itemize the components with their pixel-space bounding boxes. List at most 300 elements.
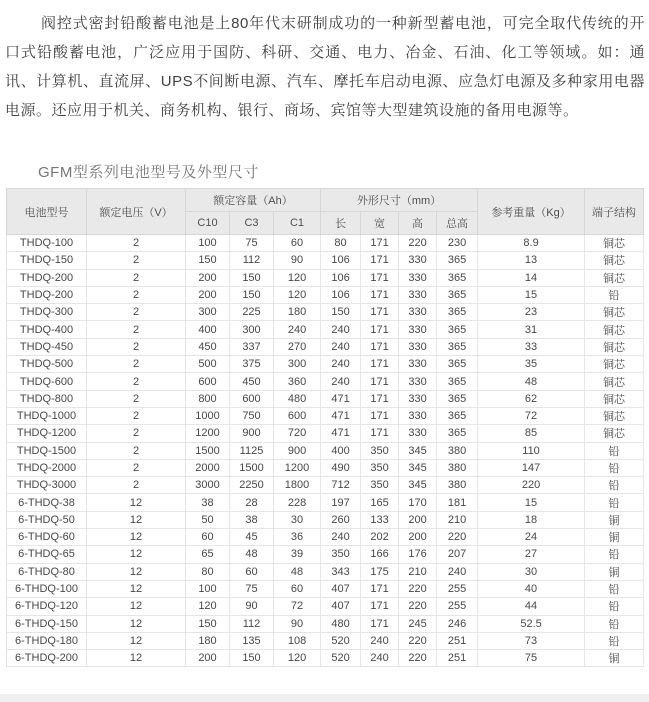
cell-terminal: 铜芯 <box>585 321 644 338</box>
cell-weight: 13 <box>478 252 585 269</box>
header-dimensions-group: 外形尺寸（mm） <box>321 189 478 212</box>
table-row <box>7 632 644 649</box>
cell-terminal: 铜芯 <box>585 390 644 407</box>
table-row <box>7 235 644 252</box>
table-row <box>7 546 644 563</box>
cell-model: THDQ-1000 <box>7 407 87 424</box>
table-header <box>7 189 644 235</box>
cell-width: 171 <box>361 615 399 632</box>
cell-length: 400 <box>321 442 361 459</box>
cell-c10: 600 <box>186 373 230 390</box>
cell-height: 176 <box>399 546 437 563</box>
cell-total-height: 207 <box>437 546 478 563</box>
cell-model: THDQ-1500 <box>7 442 87 459</box>
cell-weight: 48 <box>478 373 585 390</box>
cell-c1: 30 <box>274 511 321 528</box>
cell-c1: 480 <box>274 390 321 407</box>
cell-length: 106 <box>321 269 361 286</box>
header-width: 宽 <box>361 212 399 235</box>
cell-terminal: 铜芯 <box>585 235 644 252</box>
cell-weight: 85 <box>478 425 585 442</box>
cell-c3: 150 <box>230 286 274 303</box>
cell-terminal: 铜芯 <box>585 252 644 269</box>
cell-height: 220 <box>399 598 437 615</box>
cell-height: 330 <box>399 390 437 407</box>
cell-c10: 3000 <box>186 477 230 494</box>
cell-width: 350 <box>361 459 399 476</box>
cell-c10: 65 <box>186 546 230 563</box>
cell-c1: 1200 <box>274 459 321 476</box>
cell-terminal: 铜 <box>585 511 644 528</box>
cell-total-height: 230 <box>437 235 478 252</box>
cell-voltage: 2 <box>87 442 186 459</box>
cell-width: 171 <box>361 235 399 252</box>
header-total-height: 总高 <box>437 212 478 235</box>
cell-length: 471 <box>321 407 361 424</box>
cell-c3: 150 <box>230 650 274 667</box>
cell-c3: 90 <box>230 598 274 615</box>
cell-height: 330 <box>399 425 437 442</box>
cell-width: 171 <box>361 598 399 615</box>
cell-weight: 14 <box>478 269 585 286</box>
cell-c3: 600 <box>230 390 274 407</box>
cell-length: 240 <box>321 321 361 338</box>
cell-model: THDQ-100 <box>7 235 87 252</box>
cell-c10: 180 <box>186 632 230 649</box>
cell-total-height: 365 <box>437 373 478 390</box>
cell-c10: 2000 <box>186 459 230 476</box>
cell-length: 520 <box>321 650 361 667</box>
cell-c10: 1500 <box>186 442 230 459</box>
cell-c1: 120 <box>274 286 321 303</box>
table-row <box>7 373 644 390</box>
cell-c1: 72 <box>274 598 321 615</box>
cell-total-height: 380 <box>437 442 478 459</box>
footer-strip <box>0 694 649 702</box>
cell-terminal: 铜 <box>585 563 644 580</box>
cell-weight: 15 <box>478 286 585 303</box>
cell-length: 520 <box>321 632 361 649</box>
cell-c10: 60 <box>186 529 230 546</box>
cell-width: 240 <box>361 650 399 667</box>
cell-c1: 120 <box>274 269 321 286</box>
table-row <box>7 511 644 528</box>
cell-total-height: 251 <box>437 632 478 649</box>
cell-c10: 150 <box>186 615 230 632</box>
cell-total-height: 365 <box>437 407 478 424</box>
cell-c1: 90 <box>274 252 321 269</box>
cell-c3: 60 <box>230 563 274 580</box>
cell-width: 166 <box>361 546 399 563</box>
table-row <box>7 529 644 546</box>
cell-terminal: 铜芯 <box>585 425 644 442</box>
cell-height: 345 <box>399 442 437 459</box>
battery-spec-table <box>6 188 644 667</box>
cell-width: 175 <box>361 563 399 580</box>
table-row <box>7 269 644 286</box>
cell-voltage: 2 <box>87 407 186 424</box>
cell-length: 240 <box>321 338 361 355</box>
cell-c3: 38 <box>230 511 274 528</box>
header-weight: 参考重量（Kg） <box>478 189 585 235</box>
cell-height: 200 <box>399 529 437 546</box>
cell-terminal: 铅 <box>585 546 644 563</box>
cell-c3: 45 <box>230 529 274 546</box>
cell-total-height: 220 <box>437 529 478 546</box>
cell-total-height: 255 <box>437 580 478 597</box>
cell-model: 6-THDQ-50 <box>7 511 87 528</box>
cell-width: 171 <box>361 252 399 269</box>
cell-c10: 200 <box>186 286 230 303</box>
cell-total-height: 240 <box>437 563 478 580</box>
cell-voltage: 2 <box>87 321 186 338</box>
cell-voltage: 2 <box>87 235 186 252</box>
cell-weight: 40 <box>478 580 585 597</box>
cell-total-height: 365 <box>437 286 478 303</box>
cell-c1: 120 <box>274 650 321 667</box>
table-row <box>7 425 644 442</box>
cell-weight: 52.5 <box>478 615 585 632</box>
cell-terminal: 铜芯 <box>585 407 644 424</box>
cell-c1: 720 <box>274 425 321 442</box>
cell-voltage: 12 <box>87 632 186 649</box>
cell-c3: 112 <box>230 252 274 269</box>
cell-voltage: 2 <box>87 252 186 269</box>
cell-width: 171 <box>361 321 399 338</box>
cell-model: 6-THDQ-180 <box>7 632 87 649</box>
cell-c10: 400 <box>186 321 230 338</box>
cell-weight: 33 <box>478 338 585 355</box>
cell-model: 6-THDQ-65 <box>7 546 87 563</box>
cell-c10: 200 <box>186 269 230 286</box>
table-row <box>7 494 644 511</box>
cell-c1: 1800 <box>274 477 321 494</box>
cell-c1: 60 <box>274 235 321 252</box>
cell-c3: 1125 <box>230 442 274 459</box>
cell-length: 480 <box>321 615 361 632</box>
cell-c10: 38 <box>186 494 230 511</box>
cell-c3: 150 <box>230 269 274 286</box>
cell-height: 170 <box>399 494 437 511</box>
cell-model: THDQ-3000 <box>7 477 87 494</box>
table-row <box>7 580 644 597</box>
cell-terminal: 铅 <box>585 580 644 597</box>
header-length: 长 <box>321 212 361 235</box>
cell-voltage: 2 <box>87 477 186 494</box>
cell-c10: 450 <box>186 338 230 355</box>
cell-c10: 80 <box>186 563 230 580</box>
cell-c3: 337 <box>230 338 274 355</box>
cell-c10: 1000 <box>186 407 230 424</box>
cell-length: 350 <box>321 546 361 563</box>
cell-total-height: 246 <box>437 615 478 632</box>
cell-c1: 240 <box>274 321 321 338</box>
cell-terminal: 铅 <box>585 632 644 649</box>
cell-total-height: 365 <box>437 269 478 286</box>
cell-model: THDQ-200 <box>7 286 87 303</box>
cell-c3: 225 <box>230 304 274 321</box>
cell-weight: 24 <box>478 529 585 546</box>
cell-length: 106 <box>321 286 361 303</box>
cell-voltage: 12 <box>87 563 186 580</box>
cell-length: 197 <box>321 494 361 511</box>
intro-paragraph: 阀控式密封铅酸蓄电池是上80年代末研制成功的一种新型蓄电池，可完全取代传统的开口式铅酸蓄电池，广泛应用于国防、科研、交通、电力、冶金、石油、化工等领域。如：通讯、计算机、直流屏、UPS不间断电源、汽车、摩托车启动电源、应急灯电源及多种家用电器电源。还应用于机关、商务机构、银行、商场、宾馆等大型建筑设施的备用电源等。 <box>5 15 645 119</box>
cell-c3: 112 <box>230 615 274 632</box>
cell-c1: 600 <box>274 407 321 424</box>
cell-c10: 50 <box>186 511 230 528</box>
cell-model: THDQ-600 <box>7 373 87 390</box>
cell-c10: 1200 <box>186 425 230 442</box>
cell-weight: 110 <box>478 442 585 459</box>
cell-terminal: 铜 <box>585 650 644 667</box>
cell-voltage: 12 <box>87 598 186 615</box>
cell-length: 407 <box>321 598 361 615</box>
cell-width: 171 <box>361 407 399 424</box>
cell-model: 6-THDQ-150 <box>7 615 87 632</box>
header-model: 电池型号 <box>7 189 87 235</box>
cell-total-height: 365 <box>437 390 478 407</box>
cell-height: 330 <box>399 252 437 269</box>
cell-width: 171 <box>361 425 399 442</box>
cell-terminal: 铅 <box>585 615 644 632</box>
cell-c1: 270 <box>274 338 321 355</box>
cell-length: 471 <box>321 425 361 442</box>
cell-model: THDQ-300 <box>7 304 87 321</box>
cell-terminal: 铅 <box>585 286 644 303</box>
cell-voltage: 12 <box>87 615 186 632</box>
cell-width: 350 <box>361 442 399 459</box>
cell-c3: 1500 <box>230 459 274 476</box>
cell-width: 171 <box>361 356 399 373</box>
cell-voltage: 2 <box>87 304 186 321</box>
cell-voltage: 2 <box>87 286 186 303</box>
cell-c1: 39 <box>274 546 321 563</box>
cell-weight: 18 <box>478 511 585 528</box>
cell-model: 6-THDQ-38 <box>7 494 87 511</box>
cell-total-height: 365 <box>437 338 478 355</box>
cell-model: THDQ-450 <box>7 338 87 355</box>
table-row <box>7 407 644 424</box>
cell-c3: 450 <box>230 373 274 390</box>
cell-c1: 108 <box>274 632 321 649</box>
cell-voltage: 2 <box>87 425 186 442</box>
cell-weight: 31 <box>478 321 585 338</box>
cell-height: 210 <box>399 563 437 580</box>
cell-height: 330 <box>399 269 437 286</box>
cell-voltage: 2 <box>87 356 186 373</box>
table-row <box>7 598 644 615</box>
cell-c3: 135 <box>230 632 274 649</box>
cell-weight: 73 <box>478 632 585 649</box>
cell-c1: 228 <box>274 494 321 511</box>
cell-width: 171 <box>361 286 399 303</box>
cell-length: 343 <box>321 563 361 580</box>
cell-total-height: 181 <box>437 494 478 511</box>
cell-c3: 75 <box>230 235 274 252</box>
cell-c10: 100 <box>186 580 230 597</box>
cell-width: 171 <box>361 304 399 321</box>
cell-voltage: 12 <box>87 494 186 511</box>
header-c10: C10 <box>186 212 230 235</box>
cell-c1: 36 <box>274 529 321 546</box>
cell-model: THDQ-1200 <box>7 425 87 442</box>
cell-model: 6-THDQ-80 <box>7 563 87 580</box>
cell-weight: 8.9 <box>478 235 585 252</box>
cell-model: THDQ-200 <box>7 269 87 286</box>
cell-c3: 28 <box>230 494 274 511</box>
cell-width: 240 <box>361 632 399 649</box>
cell-total-height: 380 <box>437 459 478 476</box>
cell-terminal: 铅 <box>585 494 644 511</box>
cell-length: 471 <box>321 390 361 407</box>
cell-width: 171 <box>361 269 399 286</box>
cell-height: 245 <box>399 615 437 632</box>
cell-width: 171 <box>361 390 399 407</box>
table-row <box>7 252 644 269</box>
cell-c3: 2250 <box>230 477 274 494</box>
table-row <box>7 321 644 338</box>
cell-length: 490 <box>321 459 361 476</box>
cell-model: THDQ-150 <box>7 252 87 269</box>
cell-weight: 27 <box>478 546 585 563</box>
header-c3: C3 <box>230 212 274 235</box>
cell-terminal: 铅 <box>585 459 644 476</box>
table-row <box>7 563 644 580</box>
table-row <box>7 286 644 303</box>
cell-height: 330 <box>399 407 437 424</box>
cell-length: 80 <box>321 235 361 252</box>
cell-model: THDQ-500 <box>7 356 87 373</box>
header-voltage: 额定电压（V） <box>87 189 186 235</box>
cell-height: 220 <box>399 632 437 649</box>
cell-c3: 75 <box>230 580 274 597</box>
cell-c1: 90 <box>274 615 321 632</box>
cell-c10: 500 <box>186 356 230 373</box>
cell-total-height: 380 <box>437 477 478 494</box>
table-row <box>7 442 644 459</box>
cell-model: THDQ-400 <box>7 321 87 338</box>
cell-c3: 900 <box>230 425 274 442</box>
cell-voltage: 2 <box>87 269 186 286</box>
cell-weight: 35 <box>478 356 585 373</box>
cell-voltage: 2 <box>87 459 186 476</box>
cell-width: 202 <box>361 529 399 546</box>
cell-voltage: 2 <box>87 390 186 407</box>
header-terminal: 端子结构 <box>585 189 644 235</box>
cell-c1: 60 <box>274 580 321 597</box>
cell-weight: 15 <box>478 494 585 511</box>
cell-total-height: 365 <box>437 252 478 269</box>
battery-table-body <box>7 235 644 667</box>
cell-length: 240 <box>321 529 361 546</box>
cell-weight: 30 <box>478 563 585 580</box>
cell-height: 345 <box>399 459 437 476</box>
cell-c10: 200 <box>186 650 230 667</box>
cell-weight: 62 <box>478 390 585 407</box>
cell-total-height: 210 <box>437 511 478 528</box>
cell-height: 220 <box>399 580 437 597</box>
cell-voltage: 2 <box>87 338 186 355</box>
cell-model: 6-THDQ-200 <box>7 650 87 667</box>
cell-total-height: 365 <box>437 425 478 442</box>
cell-voltage: 12 <box>87 546 186 563</box>
cell-height: 345 <box>399 477 437 494</box>
cell-height: 330 <box>399 356 437 373</box>
cell-c10: 300 <box>186 304 230 321</box>
cell-c1: 360 <box>274 373 321 390</box>
cell-width: 171 <box>361 373 399 390</box>
table-row <box>7 356 644 373</box>
cell-c3: 750 <box>230 407 274 424</box>
cell-c10: 150 <box>186 252 230 269</box>
cell-weight: 44 <box>478 598 585 615</box>
table-row <box>7 304 644 321</box>
header-c1: C1 <box>274 212 321 235</box>
cell-width: 350 <box>361 477 399 494</box>
cell-width: 165 <box>361 494 399 511</box>
cell-c1: 300 <box>274 356 321 373</box>
cell-height: 330 <box>399 321 437 338</box>
cell-length: 260 <box>321 511 361 528</box>
cell-voltage: 12 <box>87 529 186 546</box>
header-height: 高 <box>399 212 437 235</box>
cell-model: THDQ-800 <box>7 390 87 407</box>
cell-weight: 220 <box>478 477 585 494</box>
cell-c10: 120 <box>186 598 230 615</box>
cell-height: 330 <box>399 304 437 321</box>
cell-c3: 375 <box>230 356 274 373</box>
cell-terminal: 铅 <box>585 442 644 459</box>
cell-height: 330 <box>399 373 437 390</box>
cell-length: 240 <box>321 373 361 390</box>
cell-total-height: 365 <box>437 304 478 321</box>
cell-voltage: 12 <box>87 650 186 667</box>
cell-height: 330 <box>399 338 437 355</box>
cell-c10: 100 <box>186 235 230 252</box>
cell-length: 407 <box>321 580 361 597</box>
cell-terminal: 铅 <box>585 598 644 615</box>
cell-voltage: 12 <box>87 511 186 528</box>
cell-length: 712 <box>321 477 361 494</box>
cell-c3: 48 <box>230 546 274 563</box>
cell-height: 330 <box>399 286 437 303</box>
cell-model: THDQ-2000 <box>7 459 87 476</box>
cell-terminal: 铅 <box>585 477 644 494</box>
cell-voltage: 12 <box>87 580 186 597</box>
cell-width: 171 <box>361 580 399 597</box>
table-row <box>7 459 644 476</box>
table-row <box>7 615 644 632</box>
cell-terminal: 铜芯 <box>585 269 644 286</box>
cell-weight: 75 <box>478 650 585 667</box>
cell-length: 240 <box>321 356 361 373</box>
table-row <box>7 338 644 355</box>
cell-weight: 23 <box>478 304 585 321</box>
cell-terminal: 铜芯 <box>585 304 644 321</box>
cell-total-height: 365 <box>437 321 478 338</box>
cell-terminal: 铜 <box>585 529 644 546</box>
cell-c1: 48 <box>274 563 321 580</box>
header-capacity-group: 额定容量（Ah） <box>186 189 321 212</box>
cell-c1: 900 <box>274 442 321 459</box>
cell-total-height: 251 <box>437 650 478 667</box>
cell-weight: 72 <box>478 407 585 424</box>
cell-width: 171 <box>361 338 399 355</box>
cell-total-height: 255 <box>437 598 478 615</box>
cell-width: 133 <box>361 511 399 528</box>
cell-terminal: 铜芯 <box>585 356 644 373</box>
cell-model: 6-THDQ-100 <box>7 580 87 597</box>
